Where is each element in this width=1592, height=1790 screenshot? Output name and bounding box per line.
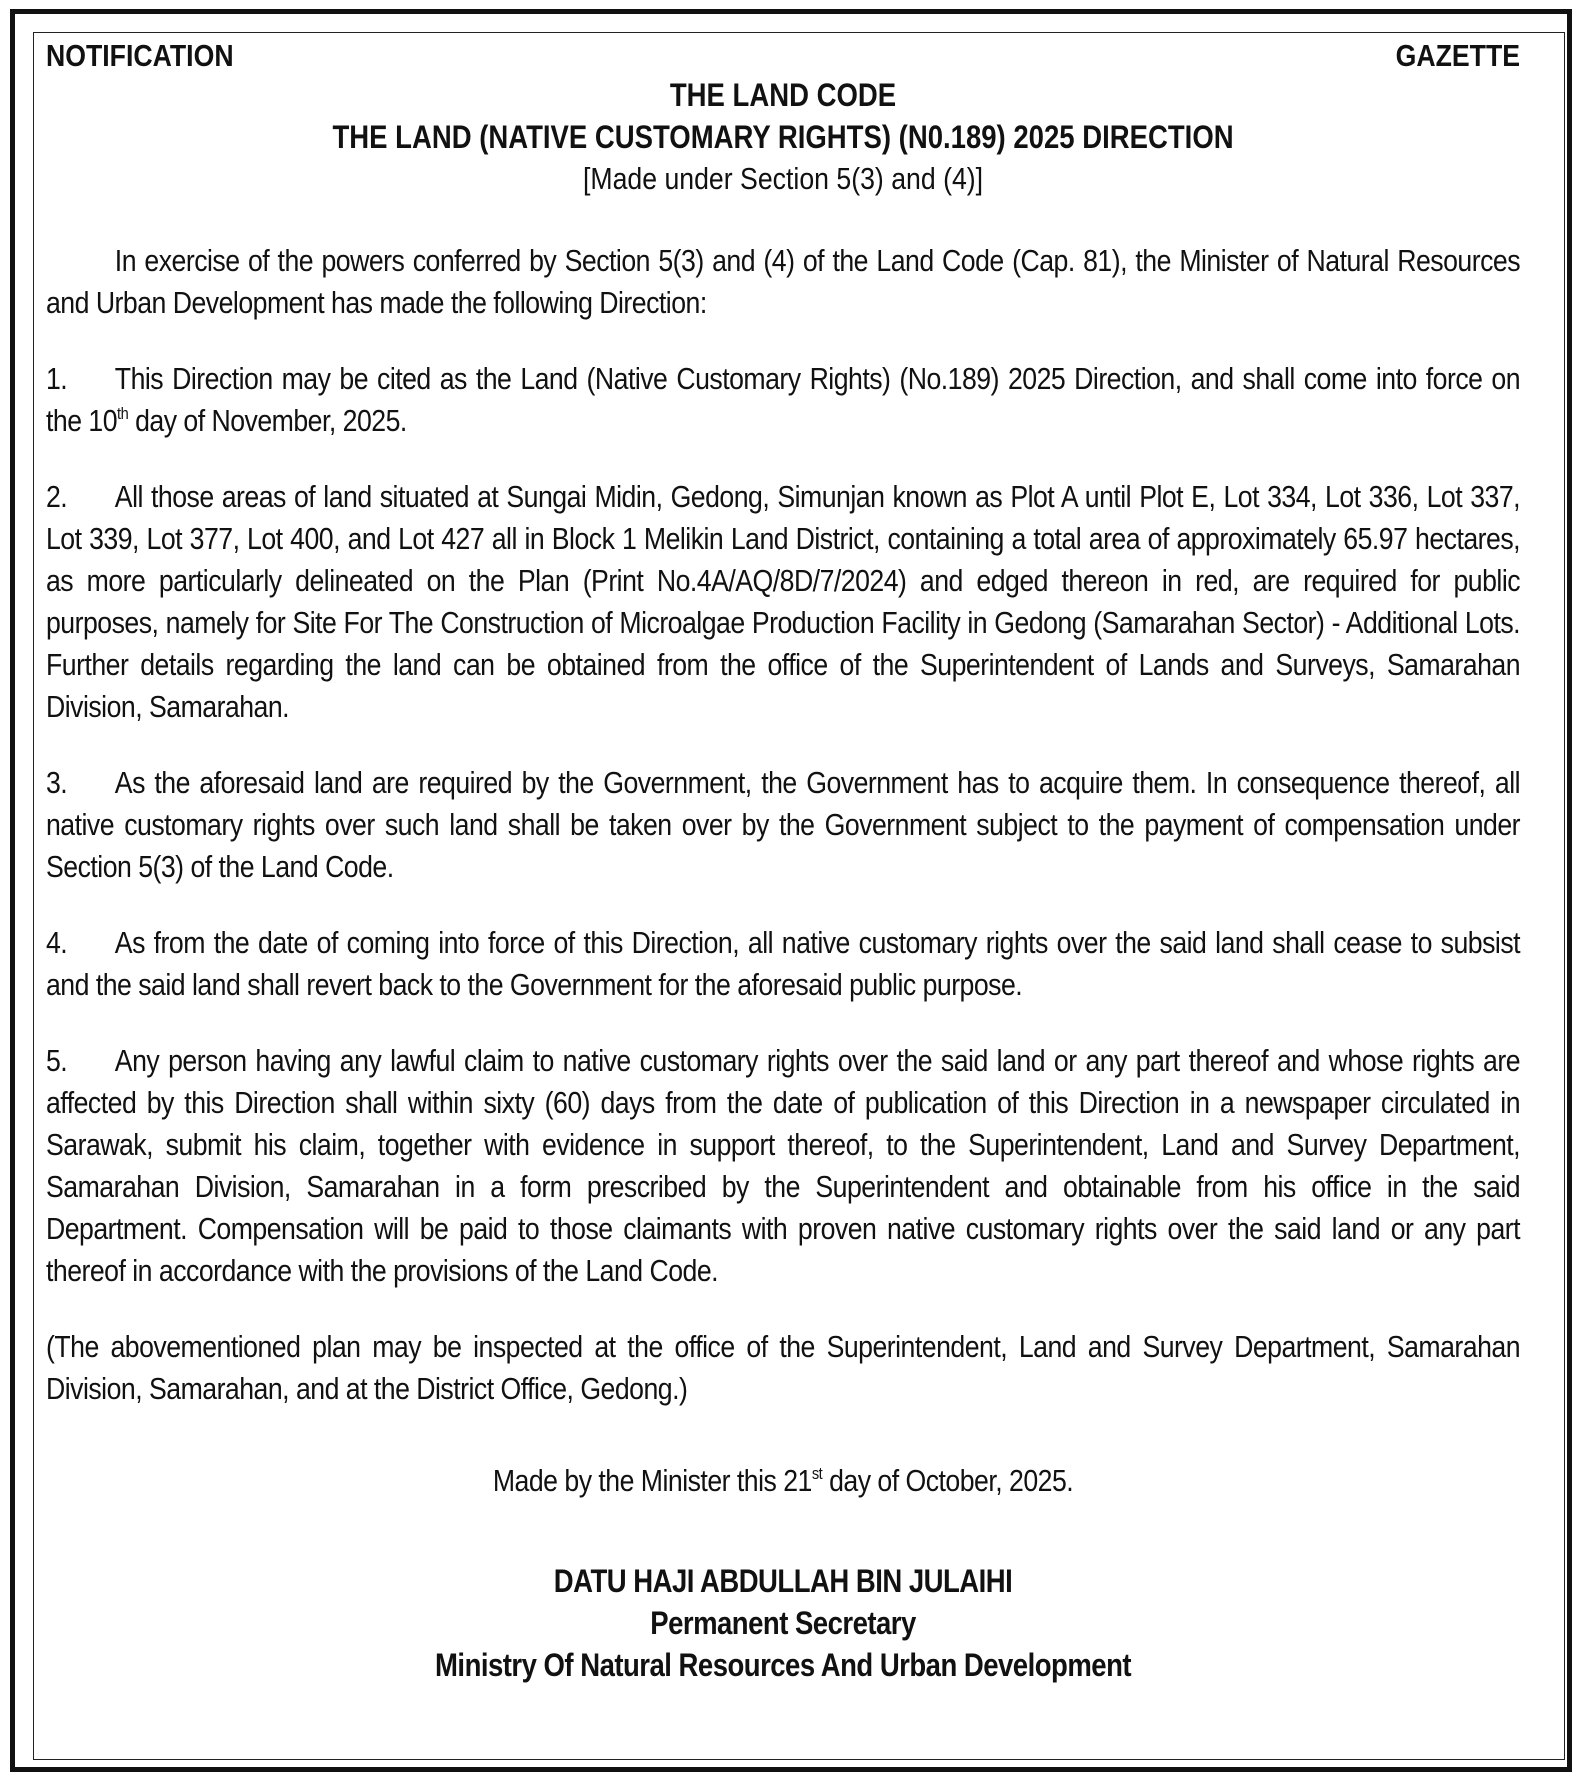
made-text: Made by the Minister this 21 <box>492 1463 812 1498</box>
ordinal-suffix: st <box>811 1464 823 1483</box>
gazette-label: GAZETTE <box>1395 38 1521 73</box>
paragraph-number: 1. <box>46 361 68 396</box>
paragraph-text: Any person having any lawful claim to native customary rights over the said land or any part thereof and whose rights are affected by this Direction shall within sixty (60) days from the date of publication of this Direction in a newspaper circulated in Sarawak, submit his claim, together with evidence in support thereof, to the Superintendent, Land and Survey Department, Samarahan Division, Samarahan in a form prescribed by the Superintendent and obtainable from his office in the said Department. Compensation will be paid to those claimants with proven native customary rights over the said land or any part thereof in accordance with the provisions of the Land Code. <box>46 1043 1521 1288</box>
notice-content <box>46 30 1520 1686</box>
notification-label: NOTIFICATION <box>46 38 234 73</box>
paragraph-number: 2. <box>46 479 68 514</box>
paragraph-1 <box>46 358 1520 442</box>
title-land-code: THE LAND CODE <box>669 77 897 113</box>
inspection-note: (The abovementioned plan may be inspected at the office of the Superintendent, Land and Survey Department, Samarahan Division, Samarahan, and at the District Office, Gedong.) <box>46 1329 1521 1406</box>
paragraph-5 <box>46 1040 1520 1292</box>
paragraph-number: 3. <box>46 765 68 800</box>
paragraph-text: As from the date of coming into force of this Direction, all native customary rights over the said land shall cease to subsist and the said land shall revert back to the Government for the aforesaid public purpose. <box>46 925 1521 1002</box>
paragraph-4 <box>46 922 1520 1006</box>
made-by-line <box>46 1460 1520 1502</box>
paragraph-text: This Direction may be cited as the Land (Native Customary Rights) (No.189) 2025 Direction, and shall come into force on the 10 <box>46 361 1521 438</box>
made-text-end: day of October, 2025. <box>822 1463 1074 1498</box>
signature-block <box>46 1560 1520 1686</box>
paragraph-number: 4. <box>46 925 68 960</box>
title-authority: [Made under Section 5(3) and (4)] <box>582 161 984 196</box>
paragraph-3 <box>46 762 1520 888</box>
paragraph-number: 5. <box>46 1043 68 1078</box>
paragraph-2 <box>46 476 1520 728</box>
paragraph-text: All those areas of land situated at Sungai Midin, Gedong, Simunjan known as Plot A until Plot E, Lot 334, Lot 336, Lot 337, Lot 339, Lot 377, Lot 400, and Lot 427 all in Block 1 Melikin Land District, containing a total area of approximately 65.97 hectares, as more particularly delineated on the Plan (Print No.4A/AQ/8D/7/2024) and edged thereon in red, are required for public purposes, namely for Site For The Construction of Microalgae Production Facility in Gedong (Samarahan Sector) - Additional Lots. Further details regarding the land can be obtained from the office of the Superintendent of Lands and Surveys, Samarahan Division, Samarahan. <box>46 479 1521 724</box>
paragraph-text: As the aforesaid land are required by the Government, the Government has to acquire them. In consequence thereof, all native customary rights over such land shall be taken over by the Government subject to the payment of compensation under Section 5(3) of the Land Code. <box>46 765 1521 884</box>
paragraph-text-end: day of November, 2025. <box>128 403 407 438</box>
preamble: In exercise of the powers conferred by Section 5(3) and (4) of the Land Code (Cap. 81), the Minister of Natural Resources and Urban Development has made the following Direction: <box>46 243 1521 320</box>
title-direction: THE LAND (NATIVE CUSTOMARY RIGHTS) (N0.189) 2025 DIRECTION <box>332 119 1234 155</box>
signatory-title: Permanent Secretary <box>650 1605 916 1641</box>
ordinal-suffix: th <box>117 404 129 423</box>
signatory-name: DATU HAJI ABDULLAH BIN JULAIHI <box>553 1563 1013 1599</box>
signatory-ministry: Ministry Of Natural Resources And Urban Development <box>435 1647 1132 1683</box>
